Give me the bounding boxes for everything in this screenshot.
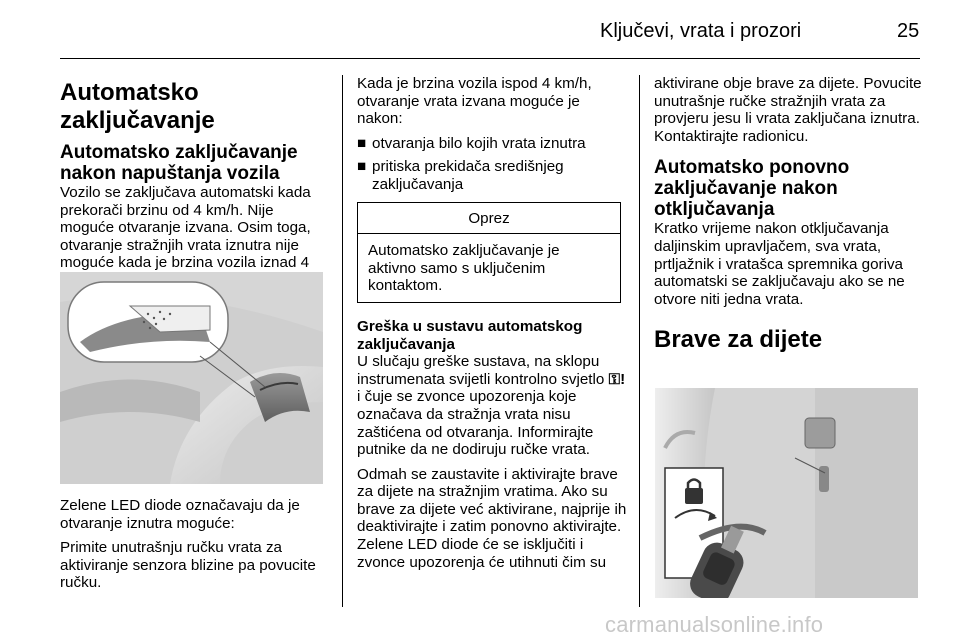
caution-text: Automatsko zaključavanje je aktivno samo s uključenim kontaktom. (368, 242, 560, 295)
header-rule (60, 58, 920, 59)
middle-column (357, 75, 627, 571)
page-number: 25 (897, 20, 920, 42)
caution-title: Oprez (358, 203, 620, 235)
unlock-conditions-list (357, 135, 627, 194)
child-lock-illustration (655, 388, 918, 598)
watermark: carmanualsonline.info (605, 612, 824, 637)
section-title: Automatsko zaključavanje (60, 79, 215, 134)
fault-paragraph (357, 353, 627, 459)
door-handle-drawing (60, 272, 323, 484)
bullet-marker: ■ (357, 134, 367, 152)
auto-lock-paragraph: Vozilo se zaključava automatski kada prekorači brzinu od 4 km/h. Nije moguće otvaranje izvana. Osim toga, otvaranje stražnjih vrata iznutra nije moguće kada je brzina vozila iznad 4 (60, 184, 311, 272)
list-item (357, 135, 627, 153)
subsection-title-auto-lock: Automatsko zaključavanje nakon napuštanja vozila (60, 142, 298, 184)
relock-paragraph: Kratko vrijeme nakon otključavanja daljinskim upravljačem, sva vrata, prtljažnik i vratašca spremnika goriva automatski se zaključavaju ako se ne otvore niti jedna vrata. (654, 220, 905, 308)
right-column (654, 75, 922, 354)
unlock-intro-paragraph: Kada je brzina vozila ispod 4 km/h, otvaranje vrata izvana moguće je nakon: (357, 75, 592, 128)
list-item-text: otvaranja bilo kojih vrata iznutra (372, 134, 586, 152)
running-header-title: Ključevi, vrata i prozori (600, 20, 802, 42)
column-divider-2 (639, 75, 640, 607)
list-item-text: pritiska prekidača središnjeg zaključavanja (372, 158, 564, 193)
led-caption: Zelene LED diode označavaju da je otvaranje iznutra moguće: (60, 497, 300, 532)
left-column (60, 75, 328, 290)
fault-text-start: U slučaju greške sustava, na sklopu instrumenata svijetli kontrolno svjetlo (357, 353, 605, 388)
fault-heading: Greška u sustavu automatskog zaključavanja (357, 317, 583, 353)
fault-text-end: i čuje se zvonce upozorenja koje označava da stražnja vrata nisu zaštićena od otvaranja. Informirajte putnike da ne dodiruju ručke vrata. (357, 388, 594, 459)
grip-handle-caption: Primite unutrašnju ručku vrata za aktiviranje senzora blizine pa povucite ručku. (60, 539, 316, 592)
caution-box (357, 202, 621, 303)
bullet-marker: ■ (357, 158, 367, 176)
list-item (357, 158, 627, 193)
door-handle-illustration (60, 272, 323, 484)
continued-paragraph: aktivirane obje brave za dijete. Povucite unutrašnje ručke stražnjih vrata za provjeru jesu li vrata zaključana iznutra. Kontaktirajte radionicu. (654, 75, 922, 145)
door-lock-warning-icon: ⚿! (608, 370, 626, 388)
stop-instructions-paragraph: Odmah se zaustavite i aktivirajte brave za dijete na stražnjim vratima. Ako su brave za dijete već aktivirane, najprije ih deaktivirajte i zatim ponovno aktivirajte. Zelene LED diode će se isključiti i zvonce upozorenja će utihnuti čim su (357, 465, 627, 571)
column-divider-1 (342, 75, 343, 607)
relock-heading: Automatsko ponovno zaključavanje nakon otključavanja (654, 157, 850, 221)
child-lock-drawing (655, 388, 918, 598)
left-column-captions (60, 497, 330, 592)
child-lock-heading: Brave za dijete (654, 326, 823, 354)
